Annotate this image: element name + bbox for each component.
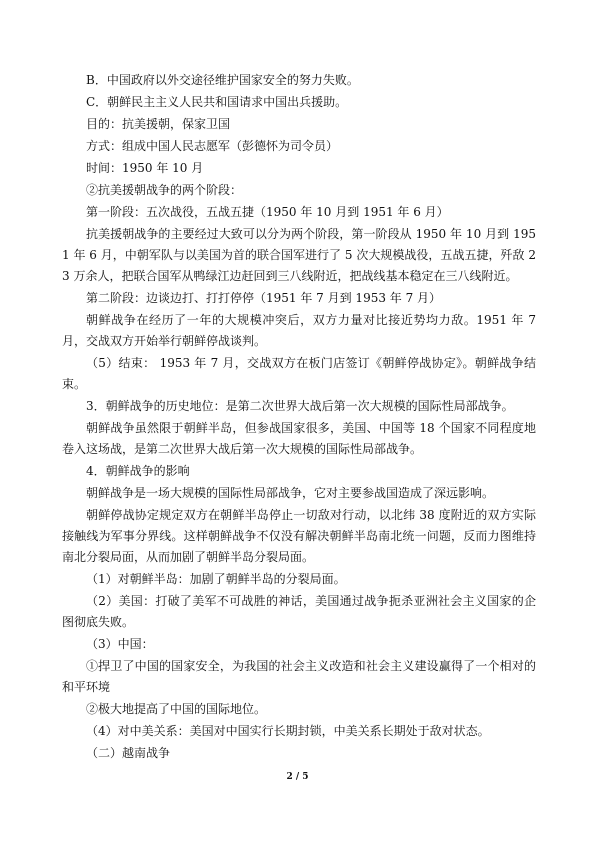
paragraph-sino-us-relations: （4）对中美关系：美国对中国实行长期封锁，中美关系长期处于敌对状态。	[86, 724, 490, 738]
page-number: 2 / 5	[286, 772, 309, 782]
paragraph-china-security: ①捍卫了中国的国家安全，为我国的社会主义改造和社会主义建设赢得了一个相对的和平环境	[62, 659, 536, 694]
paragraph-b-diplomacy: B．中国政府以外交途径维护国家安全的努力失败。	[86, 73, 359, 87]
paragraph-c-request: C．朝鲜民主主义人民共和国请求中国出兵援助。	[86, 95, 348, 109]
paragraph-vietnam-war-heading: （二）越南战争	[86, 746, 171, 760]
paragraph-stage-two-detail: 朝鲜战争在经历了一年的大规模冲突后，双方力量对比接近势均力敌。1951 年 7 月，交战双方开始举行朝鲜停战谈判。	[62, 313, 536, 348]
paragraph-impact-usa: （2）美国：打破了美军不可战胜的神话，美国通过战争扼杀亚洲社会主义国家的企图彻底失败。	[62, 594, 536, 629]
paragraph-time: 时间：1950 年 10 月	[86, 161, 204, 175]
paragraph-historical-position: 3．朝鲜战争的历史地位：是第二次世界大战后第一次大规模的国际性局部战争。	[86, 399, 514, 413]
paragraph-end: （5）结束： 1953 年 7 月，交战双方在板门店签订《朝鲜停战协定》。朝鲜战争结束。	[62, 356, 536, 391]
paragraph-purpose: 目的：抗美援朝，保家卫国	[86, 117, 231, 131]
paragraph-stage-one: 第一阶段：五次战役，五战五捷（1950 年 10 月到 1951 年 6 月）	[86, 205, 449, 219]
paragraph-two-stages-heading: ②抗美援朝战争的两个阶段：	[86, 183, 243, 197]
paragraph-impact-korea: （1）对朝鲜半岛：加剧了朝鲜半岛的分裂局面。	[86, 572, 346, 586]
paragraph-stage-two: 第二阶段：边谈边打、打打停停（1951 年 7 月到 1953 年 7 月）	[86, 291, 442, 305]
paragraph-armistice-detail: 朝鲜停战协定规定双方在朝鲜半岛停止一切敌对行动，以北纬 38 度附近的双方实际接触线为军事分界线。这样朝鲜战争不仅没有解决朝鲜半岛南北统一问题，反而力图维持南北分裂局面，从而加剧了朝鲜半岛分裂局面。	[62, 508, 536, 564]
paragraph-impact-china: （3）中国：	[86, 637, 154, 651]
paragraph-historical-position-detail: 朝鲜战争虽然限于朝鲜半岛，但参战国家很多，美国、中国等 18 个国家不同程度地卷入这场战，是第二次世界大战后第一次大规模的国际性局部战争。	[62, 421, 536, 456]
paragraph-method: 方式：组成中国人民志愿军（彭德怀为司令员）	[86, 139, 339, 153]
paragraph-impact-intro: 朝鲜战争是一场大规模的国际性局部战争，它对主要参战国造成了深远影响。	[86, 486, 495, 500]
document-body	[62, 70, 536, 765]
paragraph-stage-one-detail: 抗美援朝战争的主要经过大致可以分为两个阶段，第一阶段从 1950 年 10 月到 1951 年 6 月，中朝军队与以美国为首的联合国军进行了 5 次大规模战役，五战五捷，歼敌 23 万余人，把联合国军从鸭绿江边赶回到三八线附近，把战线基本稳定在三八线附近。	[62, 227, 536, 283]
paragraph-impact-heading: 4．朝鲜战争的影响	[86, 464, 190, 478]
paragraph-china-status: ②极大地提高了中国的国际地位。	[86, 702, 267, 716]
